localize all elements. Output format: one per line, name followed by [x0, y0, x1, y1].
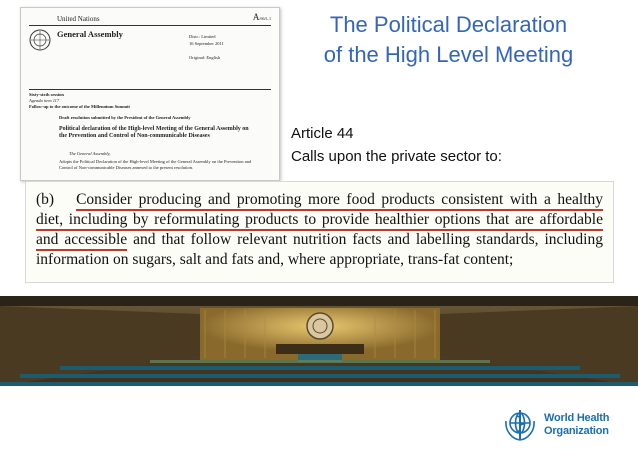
excerpt-rest-text: and that follow relevant nutrition facts and labelling standards, including information on sugars, salt and fats and, where appropriate, trans-fat content; [36, 231, 603, 268]
who-wordmark-line-1: World Health [544, 412, 610, 424]
who-wordmark [544, 412, 609, 438]
doc-meta-line: Original: English [189, 55, 221, 60]
slide-title-line-2: of the High Level Meeting [323, 42, 574, 67]
doc-draft-note: Draft resolution submitted by the President of the General Assembly [59, 115, 191, 120]
doc-meta-line: Distr.: Limited [189, 34, 216, 39]
who-wordmark-line-2: Organization [544, 425, 609, 437]
doc-title: Political declaration of the High-level Meeting of the General Assembly on the Prevention and Control of Non-communicable Diseases [59, 126, 249, 139]
doc-ga-line: The General Assembly, [69, 151, 111, 156]
un-emblem-icon [29, 29, 51, 51]
doc-meta [189, 33, 224, 61]
un-document-image [20, 7, 280, 181]
doc-session-name: Sixty-sixth session [29, 92, 64, 97]
resolution-excerpt [25, 181, 614, 283]
doc-rule-top [29, 25, 271, 26]
excerpt-paragraph [36, 190, 603, 270]
article-number: Article 44 [291, 125, 354, 142]
doc-meta-line: 16 September 2011 [189, 41, 224, 46]
assembly-hall-illustration [0, 296, 638, 386]
doc-body-name: General Assembly [57, 29, 123, 39]
excerpt-label: (b) [36, 191, 55, 208]
article-block [291, 122, 502, 168]
excerpt-underlined-text: Consider producing and promoting more food products consistent with a healthy diet, including by reformulating products to provide healthier options that are affordable and accessible [36, 191, 603, 251]
slide-title-line-1: The Political Declaration [329, 12, 568, 37]
doc-followup: Follow-up to the outcome of the Millennium Summit [29, 104, 130, 109]
doc-meta-line [189, 47, 224, 54]
who-logo [502, 407, 632, 443]
doc-agenda-item: Agenda item 117 [29, 98, 60, 103]
who-emblem-icon [502, 407, 538, 443]
doc-adopts-text: Adopts the Political Declaration of the High-level Meeting of the General Assembly on the Prevention and Control of Non-communicable Diseases annexed to the present resolution. [59, 159, 252, 170]
general-assembly-hall-photo [0, 296, 638, 386]
doc-rule-bottom [29, 89, 271, 90]
doc-symbol-letter: A [252, 12, 260, 22]
doc-symbol [253, 12, 271, 22]
doc-symbol-suffix: /66/L.1 [259, 16, 271, 21]
article-text: Calls upon the private sector to: [291, 148, 502, 165]
doc-session [29, 92, 130, 110]
slide-title [296, 10, 601, 70]
doc-org-name: United Nations [57, 15, 100, 23]
